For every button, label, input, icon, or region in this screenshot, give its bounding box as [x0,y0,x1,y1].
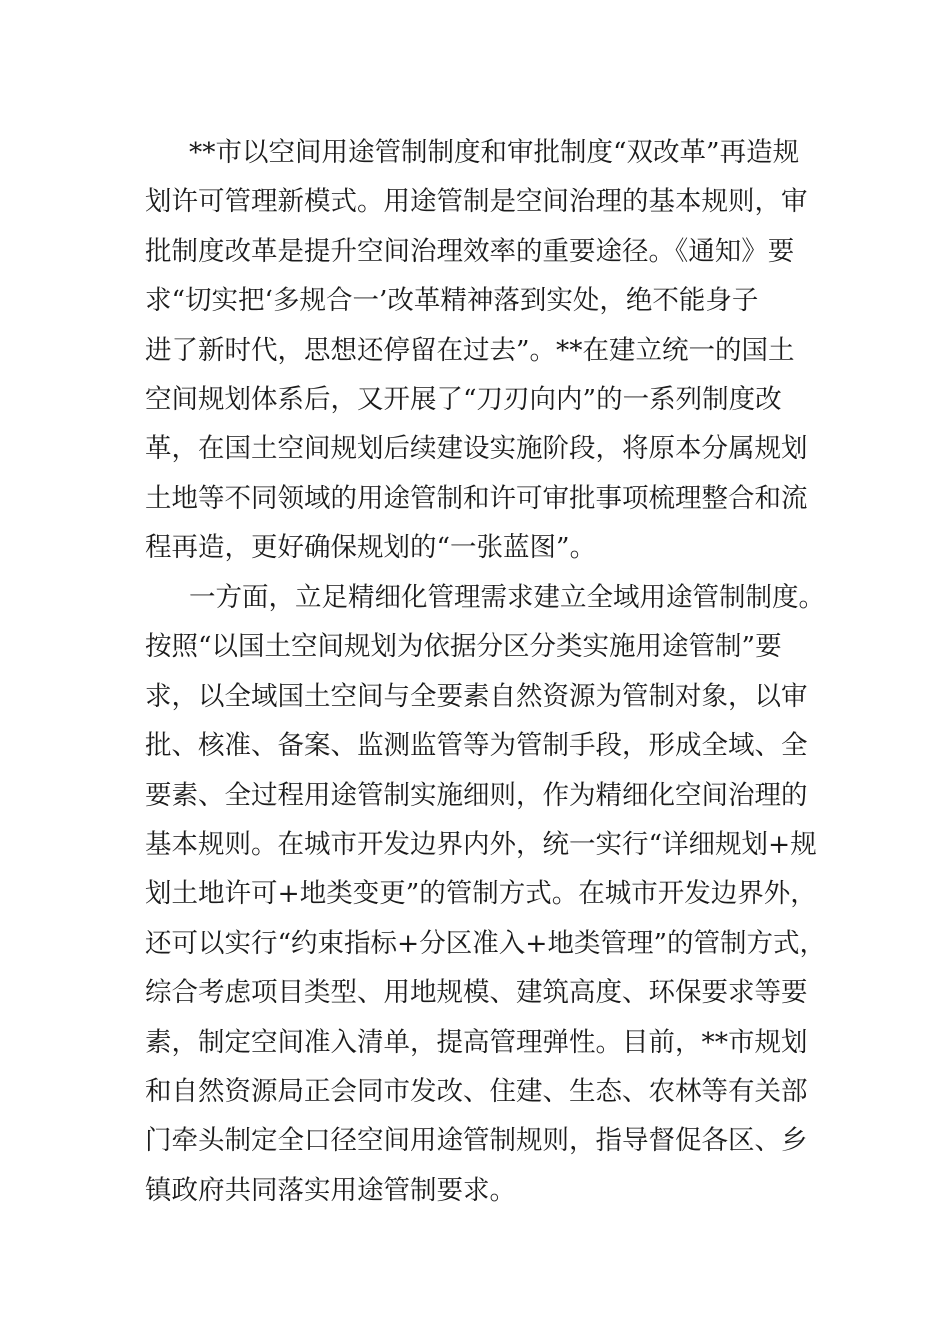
paragraph-line: 求，以全域国土空间与全要素自然资源为管制对象，以审 [145,680,808,712]
paragraph-line: 革，在国土空间规划后续建设实施阶段，将原本分属规划 [145,433,808,465]
paragraph-line: 一方面，立足精细化管理需求建立全域用途管制制度。 [189,582,825,613]
paragraph-line: 批制度改革是提升空间治理效率的重要途径。《通知》要 [145,235,795,267]
paragraph-line: 求“切实把‘多规合一’改革精神落到实处，绝不能身子 [145,285,759,317]
paragraph-line: 批、核准、备案、监测监管等为管制手段，形成全域、全 [145,730,808,762]
paragraph-line: 划土地许可+地类变更”的管制方式。在城市开发边界外， [145,878,817,910]
paragraph-line: 要素、全过程用途管制实施细则，作为精细化空间治理的 [145,779,808,811]
paragraph-line: 划许可管理新模式。用途管制是空间治理的基本规则，审 [145,186,808,218]
paragraph-1 [145,128,810,573]
paragraph-line: **市以空间用途管制制度和审批制度“双改革”再造规 [189,137,800,168]
paragraph-line: 空间规划体系后，又开展了“刀刃向内”的一系列制度改 [145,383,782,415]
paragraph-line: 还可以实行“约束指标+分区准入+地类管理”的管制方式， [145,927,827,959]
paragraph-line: 基本规则。在城市开发边界内外，统一实行“详细规划+规 [145,828,817,860]
paragraph-line: 素，制定空间准入清单，提高管理弹性。目前，**市规划 [145,1026,808,1058]
paragraph-line: 综合考虑项目类型、用地规模、建筑高度、环保要求等要 [145,977,808,1009]
paragraph-line: 程再造，更好确保规划的“一张蓝图”。 [145,532,597,564]
paragraph-line: 和自然资源局正会同市发改、住建、生态、农林等有关部 [145,1075,808,1107]
paragraph-line: 门牵头制定全口径空间用途管制规则，指导督促各区、乡 [145,1125,808,1157]
paragraph-line: 按照“以国土空间规划为依据分区分类实施用途管制”要 [145,631,782,663]
paragraph-line: 进了新时代，思想还停留在过去”。**在建立统一的国土 [145,334,795,366]
paragraph-line: 土地等不同领域的用途管制和许可审批事项梳理整合和流 [145,482,808,514]
paragraph-2 [145,573,827,1215]
paragraph-line: 镇政府共同落实用途管制要求。 [145,1174,516,1206]
